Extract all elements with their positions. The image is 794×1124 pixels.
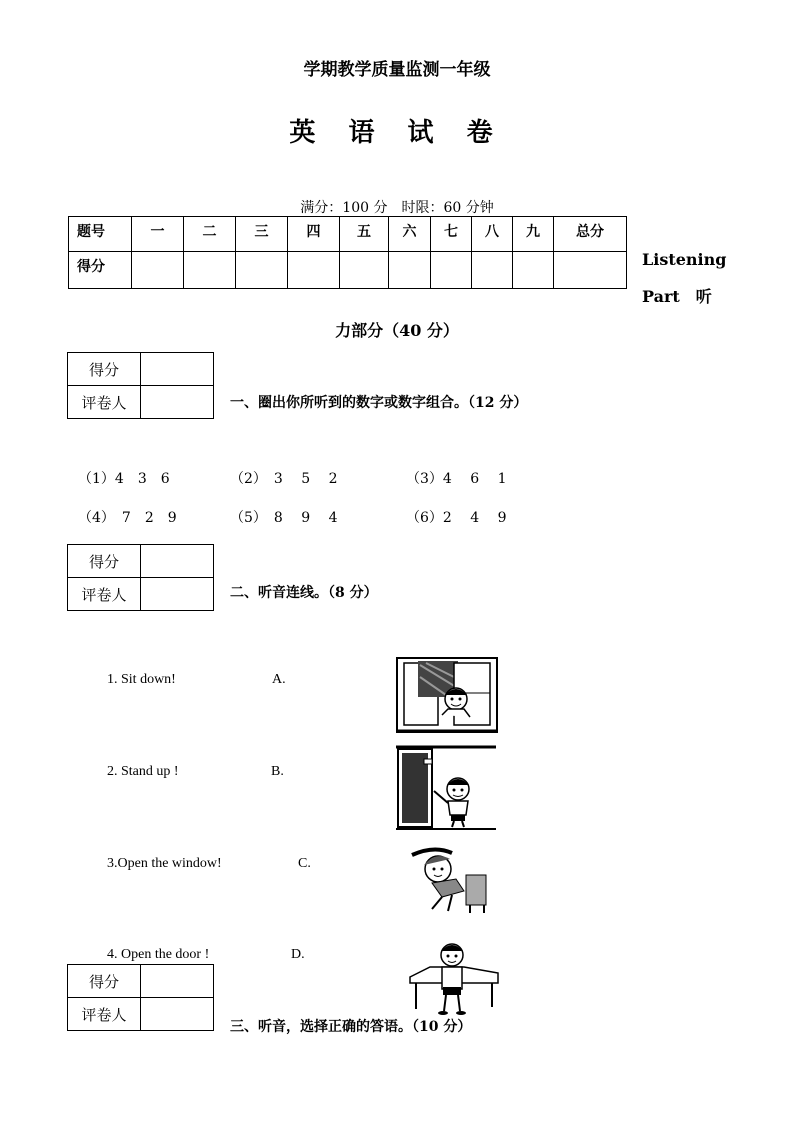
header-cell: 七 [431,217,472,252]
header-cell: 二 [184,217,236,252]
grader-box [67,964,214,1031]
header-cell: 四 [288,217,340,252]
header-cell: 五 [340,217,389,252]
grader-score-cell[interactable] [141,965,214,998]
question-item: （3）4 6 1 [406,471,507,487]
window-boy-picture [396,657,498,735]
match-letter: A. [272,672,286,687]
score-table-header-row [69,217,627,252]
subject-title: 英 语 试 卷 [289,118,505,148]
header-cell: 九 [513,217,554,252]
section-3-title: 三、听音，选择正确的答语。（10 分） [230,1019,472,1035]
question-item: （6）2 4 9 [406,510,507,526]
grader-name-label: 评卷人 [68,578,141,611]
question-item: （4） 7 2 9 [78,510,177,526]
section-1-title: 一、圈出你所听到的数字或数字组合。（12 分） [230,395,528,411]
grader-name-cell[interactable] [141,386,214,419]
score-cell[interactable] [513,252,554,289]
grader-score-label: 得分 [68,965,141,998]
match-letter: D. [291,947,305,962]
grader-score-label: 得分 [68,353,141,386]
score-cell[interactable] [132,252,184,289]
standing-boy-picture [408,937,500,1017]
exam-title: 学期教学质量监测一年级 [303,60,491,80]
header-cell: 六 [389,217,431,252]
grader-name-cell[interactable] [141,578,214,611]
header-cell: 一 [132,217,184,252]
section-2-title: 二、听音连线。（8 分） [230,585,378,601]
score-cell[interactable] [554,252,627,289]
exam-info: 满分：100 分 时限：60 分钟 [300,200,494,216]
score-cell[interactable] [184,252,236,289]
sitting-boy-picture [408,845,494,915]
question-item: （1）4 3 6 [78,471,170,487]
match-phrase: 3.Open the window! [107,856,222,871]
score-row-label: 得分 [69,252,132,289]
match-phrase: 4. Open the door ! [107,947,210,962]
header-cell: 三 [236,217,288,252]
grader-score-label: 得分 [68,545,141,578]
score-table [68,216,627,289]
match-phrase: 2. Stand up ! [107,764,179,779]
score-table-score-row [69,252,627,289]
score-cell[interactable] [288,252,340,289]
grader-score-cell[interactable] [141,545,214,578]
score-cell[interactable] [389,252,431,289]
door-boy-picture [396,745,498,831]
question-item: （2） 3 5 2 [230,471,338,487]
grader-box [67,544,214,611]
listening-side-word: Part 听 [642,287,712,306]
score-cell[interactable] [236,252,288,289]
match-phrase: 1. Sit down! [107,672,176,687]
part-title: 力部分（40 分） [335,321,459,340]
header-cell: 题号 [69,217,132,252]
match-letter: C. [298,856,311,871]
grader-score-cell[interactable] [141,353,214,386]
question-item: （5） 8 9 4 [230,510,338,526]
score-cell[interactable] [340,252,389,289]
grader-name-label: 评卷人 [68,998,141,1031]
score-cell[interactable] [472,252,513,289]
grader-box [67,352,214,419]
header-cell: 总分 [554,217,627,252]
match-letter: B. [271,764,284,779]
grader-name-cell[interactable] [141,998,214,1031]
grader-name-label: 评卷人 [68,386,141,419]
score-cell[interactable] [431,252,472,289]
listening-side-word: Listening [642,250,727,269]
header-cell: 八 [472,217,513,252]
